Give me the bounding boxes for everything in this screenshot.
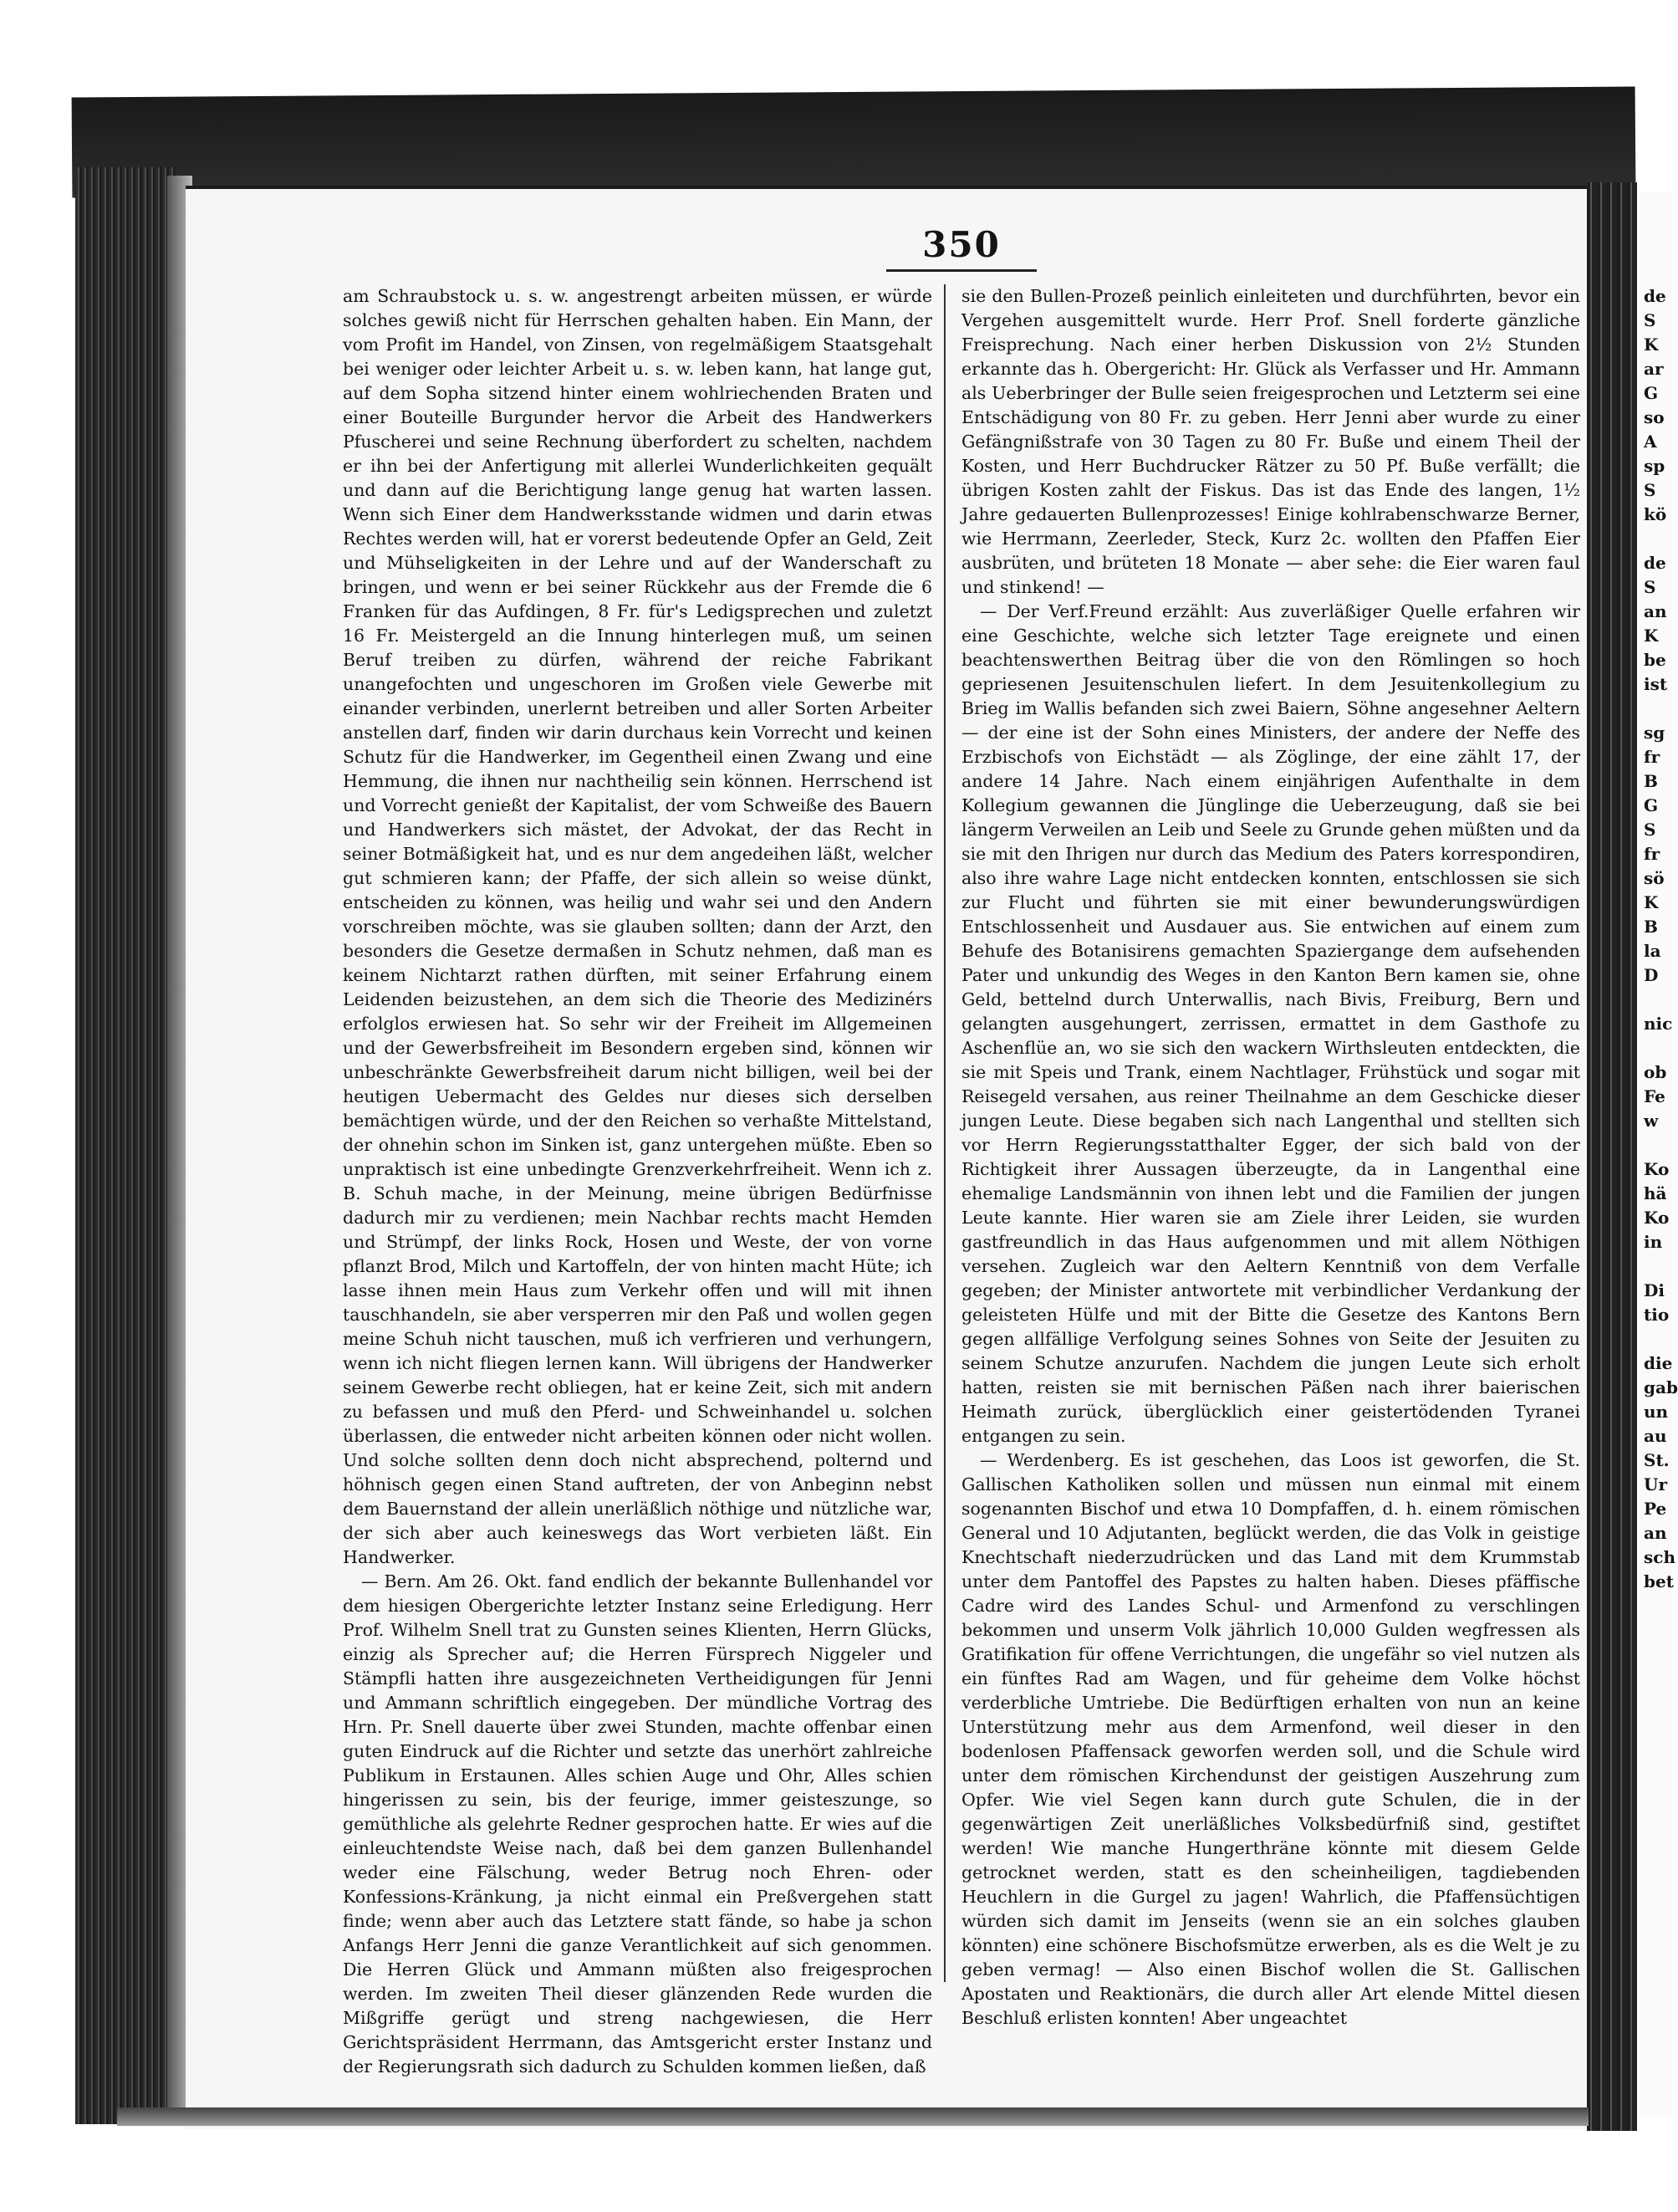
article-bern-continued: sie den Bullen-Prozeß peinlich einleiteten und durchführten, bevor ein Vergehen ausgemittelt wurde. Herr Prof. Snell forderte gänzliche Freisprechung. Nach einer herben Diskussion von 2½ Stunden erkannte das h. Obergericht: Hr. Glück als Verfasser und Hr. Ammann als Ueberbringer der Bulle seien freigesprochen und Letzterm sei eine Entschädigung von 80 Fr. zu geben. Herr Jenni aber wurde zu einer Gefängnißstrafe von 30 Tagen zu 80 Fr. Buße und einem Theil der Kosten, und Herr Buchdrucker Rätzer zu 50 Pf. Buße verfällt; die übrigen Kosten zahlt der Fiskus. Das ist das Ende des langen, 1½ Jahre gedauerten Bullenprozesses! Einige kohlrabenschwarze Berner, wie Herrmann, Zeerleder, Steck, Kurz 2c. wollten den Pfaffen Eier ausbrüten, und brüteten 18 Monate — aber sehe: die Eier waren faul und stinkend! — (961, 286, 1580, 597)
article-jesuit-students: — Der Verf.Freund erzählt: Aus zuverläßiger Quelle erfahren wir eine Geschichte, welche sich letzter Tage ereignete und einen beachtenswerthen Beitrag über die von den Römlingen so hoch gepriesenen Jesuitenschulen liefert. In dem Jesuitenkollegium zu Brieg im Wallis befanden sich zwei Baiern, Söhne angesehner Aeltern — der eine ist der Sohn eines Ministers, der andere der Neffe des Erzbischofs von Eichstädt — als Zöglinge, der eine zählt 17, der andere 14 Jahre. Nach einem einjährigen Aufenthalte in dem Kollegium gewannen die Jünglinge die Ueberzeugung, daß sie bei längerm Verweilen an Leib und Seele zu Grunde gehen müßten und da sie mit den Ihrigen nur durch das Medium des Paters korrespondiren, also ihre wahre Lage nicht entdecken konnten, entschlossen sie sich zur Flucht und führten sie mit einer bewunderungswürdigen Entschlossenheit und Ausdauer aus. Sie entwichen auf einem zum Behufe des Botanisirens gemachten Spaziergange dem aufsehenden Pater und unkundig des Weges in den Kanton Bern kamen sie, ohne Geld, bettelnd durch Unterwallis, nach Bivis, Freiburg, Bern und gelangten ausgehungert, zerrissen, ermattet in dem Gasthofe zu Aschenflüe an, wo sie sich den wackern Wirthsleuten entdeckten, die sie mit Speis und Trank, einem Nachtlager, Frühstück und sogar mit Reisegeld versahen, aus reiner Theilnahme an dem Geschicke dieser jungen Leute. Diese begaben sich nach Langenthal und stellten sich vor Herrn Regierungsstatthalter Egger, der sich bald von der Richtigkeit ihrer Aussagen überzeugte, da in Langenthal eine ehemalige Landsmännin von ihnen lebt und die Familien der jungen Leute kannte. Hier waren sie am Ziele ihrer Leiden, sie wurden gastfreundlich in das Haus aufgenommen und mit allem Nöthigen versehen. Zugleich war den Aeltern Kenntniß von dem Verfalle gegeben; der Minister antwortete mit verbindlicher Verdankung der geleisteten Hülfe und mit der Bitte die Gesetze des Kantons Bern gegen allfällige Verfolgung seines Sohnes von Seite der Jesuiten zu seinem Schutze anzurufen. Nachdem die jungen Leute sich erholt hatten, reisten sie mit bernischen Päßen nach ihrer baierischen Heimath zurück, überglücklich einer geistertödenden Tyranei entgangen zu sein. (961, 601, 1580, 1446)
next-page-fragment (1644, 1327, 1672, 1351)
page-number: 350 (922, 224, 1001, 265)
next-page-fragment: in (1644, 1232, 1663, 1252)
next-page-fragment: tio (1644, 1305, 1670, 1325)
next-page-fragment: sp (1644, 456, 1665, 476)
next-page-fragment: hä (1644, 1183, 1667, 1203)
next-page-fragment: Ko (1644, 1208, 1670, 1228)
article-bern: — Bern. Am 26. Okt. fand endlich der bekannte Bullenhandel vor dem hiesigen Obergerichte letzter Instanz seine Erledigung. Herr Prof. Wilhelm Snell trat zu Gunsten seines Klienten, Herrn Glücks, einzig als Sprecher auf; die Herren Fürsprech Niggeler und Stämpfli hatten ihre ausgezeichneten Vertheidigungen für Jenni und Ammann schriftlich eingegeben. Der mündliche Vortrag des Hrn. Pr. Snell dauerte über zwei Stunden, machte offenbar einen guten Eindruck auf die Richter und setzte das unerhört zahlreiche Publikum in Erstaunen. Alles schien Auge und Ohr, Alles schien hingerissen zu sein, bis der feurige, immer geisteszunge, so gemüthliche als gelehrte Redner gesprochen hatte. Er wies auf die einleuchtendste Weise nach, daß bei dem ganzen Bullenhandel weder eine Fälschung, weder Betrug noch Ehren- oder Konfessions-Kränkung, ja nicht einmal ein Preßvergehen statt finde; wenn aber auch das Letztere statt fände, so habe ja schon Anfangs Herr Jenni die ganze Verantlichkeit auf sich genommen. Die Herren Glück und Ammann müßten also freigesprochen werden. Im zweiten Theil dieser glänzenden Rede wurden die Mißgriffe gerügt und streng nachgewiesen, die Herr Gerichtspräsident Herrmann, das Amtsgericht erster Instanz und der Regierungsrath sich dadurch zu Schulden kommen ließen, daß (343, 1571, 932, 2077)
next-page-fragment: de (1644, 286, 1666, 306)
article-handwerker: am Schraubstock u. s. w. angestrengt arbeiten müssen, er würde solches gewiß nicht für Herrschen gehalten haben. Ein Mann, der vom Profit im Handel, von Zinsen, von regelmäßigem Staatsgehalt bei weniger oder leichter Arbeit u. s. w. leben kann, hat lange gut, auf dem Sopha sitzend hinter einem wohlriechenden Braten und einer Bouteille Burgunder hervor die Arbeit des Handwerkers Pfuscherei und seine Rechnung überfordert zu schelten, nachdem er ihn bei der Anfertigung mit allerlei Wunderlichkeiten gequält und dann auf die Berichtigung lange genug hat warten lassen. Wenn sich Einer dem Handwerksstande widmen und darin etwas Rechtes werden will, hat er vorerst bedeutende Opfer an Geld, Zeit und Mühseligkeiten in der Lehre und auf der Wanderschaft zu bringen, und wenn er bei seiner Rückkehr aus der Fremde die 6 Franken für das Aufdingen, 8 Fr. für's Ledigsprechen und zuletzt 16 Fr. Meistergeld an die Innung hinterlegen muß, um seinen Beruf treiben zu dürfen, während der reiche Fabrikant unangefochten und ungeschoren im Großen viele Gewerbe mit einander verbinden, unerlernt betreiben und aller Sorten Arbeiter anstellen darf, finden wir darin durchaus kein Vorrecht und keinen Schutz für die Handwerker, im Gegentheil einen Zwang und eine Hemmung, die ihnen nur nachtheilig sein können. Herrschend ist und Vorrecht genießt der Kapitalist, der vom Schweiße des Bauern und Handwerkers sich mästet, der Advokat, der das Recht in seiner Botmäßigkeit hat, und es nur dem angedeihen läßt, welcher gut schmieren kann; der Pfaffe, der sich allein so weise dünkt, entscheiden zu können, was heilig und wahr sei und den Andern vorschreiben möchte, was sie glauben sollten; dann der Arzt, den besonders die Gesetze dermaßen in Schutz nehmen, daß man es keinem Nichtarzt rathen dürften, mit seiner Erfahrung einem Leidenden beizustehen, an dem sich die Theorie des Medizinérs erfolglos erwiesen hat. So sehr wir der Freiheit im Allgemeinen und der Gewerbsfreiheit im Besondern ergeben sind, können wir unbeschränkte Gewerbsfreiheit darum nicht billigen, weil bei der heutigen Uebermacht des Geldes nur dieses sich derselben bemächtigen würde, und der den Reichen so verhaßte Mittelstand, der ohnehin schon im Sinken ist, ganz untergehen müßte. Eben so unpraktisch ist eine unbedingte Grenzverkehrfreiheit. Wenn ich z. B. Schuh mache, in der Meinung, meine übrigen Bedürfnisse dadurch mir zu verdienen; mein Nachbar rechts macht Hemden und Strümpf, der links Rock, Hosen und Weste, der von vorne pflanzt Brod, Milch und Kartoffeln, der von hinten macht Hüte; ich lasse ihnen mein Haus zum Verkehr offen und will mit ihnen tauschhandeln, sie aber versperren mir den Paß und wollen gegen meine Schuh nicht tauschen, muß ich verfrieren und verhungern, wenn ich nicht fliegen lernen kann. Will übrigens der Handwerker seinem Gewerbe recht obliegen, hat er keine Zeit, sich mit andern zu befassen und muß den Pferd- und Schweinhandel u. solchen überlassen, die entweder nicht arbeiten können oder nicht wollen. Und solche sollten denn doch nicht absprechend, polternd und höhnisch gegen einen Stand auftreten, der von Anbeginn nebst dem Bauernstand der allein unerläßlich nöthige und nützliche war, der sich aber auch keineswegs das Wort verbieten läßt. Ein Handwerker. (343, 286, 932, 1567)
next-page-fragment: A (1644, 432, 1657, 452)
next-page-fragment (1644, 988, 1672, 1012)
next-page-fragment: gab (1644, 1377, 1678, 1397)
next-page-fragment: S (1644, 577, 1656, 597)
next-page-fragment: Ko (1644, 1159, 1670, 1179)
next-page-fragment: K (1644, 626, 1659, 646)
next-page-fragment: an (1644, 601, 1667, 621)
scan-bottom-edge (117, 2107, 1589, 2126)
next-page-fragment: au (1644, 1426, 1667, 1446)
page-number-rule (886, 269, 1037, 272)
next-page-fragment: an (1644, 1523, 1667, 1543)
page-fold-shadow (1587, 182, 1637, 2131)
next-page-fragment (1644, 527, 1672, 551)
next-page-fragment: St. (1644, 1450, 1670, 1470)
next-page-fragment: un (1644, 1402, 1669, 1422)
next-page-fragment (1644, 1036, 1672, 1060)
right-text-column (961, 284, 1580, 2028)
scan-top-edge (72, 86, 1636, 197)
next-page-fragment: B (1644, 771, 1658, 791)
next-page-fragment: D (1644, 965, 1659, 985)
next-page-fragment: K (1644, 892, 1659, 912)
next-page-fragment: ob (1644, 1062, 1667, 1082)
next-page-fragment: S (1644, 820, 1656, 840)
next-page-fragment: die (1644, 1353, 1673, 1373)
next-page-fragment: so (1644, 407, 1665, 427)
next-page-fragment: Pe (1644, 1499, 1667, 1519)
next-page-fragment: ist (1644, 674, 1668, 694)
next-page-fragment: K (1644, 335, 1659, 355)
next-page-fragment (1644, 697, 1672, 721)
left-text-column (343, 284, 932, 2077)
next-page-fragment: G (1644, 795, 1659, 815)
next-page-fragment: bet (1644, 1571, 1674, 1591)
book-spine-edge (75, 167, 176, 2124)
next-page-fragment: fr (1644, 844, 1660, 864)
next-page-fragment: S (1644, 310, 1656, 330)
next-page-fragment: de (1644, 553, 1666, 573)
next-page-fragment (1644, 1133, 1672, 1157)
next-page-fragment (1644, 1254, 1672, 1279)
column-divider (944, 284, 946, 1982)
next-page-fragment: G (1644, 383, 1659, 403)
next-page-fragment: fr (1644, 747, 1660, 767)
next-page-fragment: ar (1644, 359, 1664, 379)
next-page-fragment: nic (1644, 1014, 1673, 1034)
next-page-fragment: Di (1644, 1280, 1665, 1300)
article-werdenberg: — Werdenberg. Es ist geschehen, das Loos ist geworfen, die St. Gallischen Katholiken sollen und müssen nun einmal mit einem sogenannten Bischof und etwa 10 Dompfaffen, d. h. einem römischen General und 10 Adjutanten, beglückt werden, die das Volk in geistige Knechtschaft niederzudrücken und das Land mit dem Krummstab unter dem Pantoffel des Papstes zu halten haben. Dieses pfäffische Cadre wird des Landes Schul- und Armenfond zu verschlingen bekommen und unserm Volk jährlich 10,000 Gulden wegfressen als Gratifikation für offene Verrichtungen, die ungefähr so viel nutzen als ein fünftes Rad am Wagen, und für geheime dem Volke höchst verderbliche Umtriebe. Die Bedürftigen erhalten von nun an keine Unterstützung mehr aus dem Armenfond, weil dieser in den bodenlosen Pfaffensack geworfen werden soll, und die Schule wird unter dem römischen Kirchendunst der geistigen Auszehrung zum Opfer. Wie viel Segen kann durch gute Schulen, die in der gegenwärtigen Zeit unerläßliches Volksbedürfniß sind, gestiftet werden! Wie manche Hungerthräne könnte mit diesem Gelde getrocknet werden, statt es den scheinheiligen, tagdiebenden Heuchlern in die Gurgel zu jagen! Wahrlich, die Pfaffensüchtigen würden sich damit im Jenseits (wenn sie an ein solches glauben könnten) eine schönere Bischofsmütze erwerben, als es die Welt je zu geben vermag! — Also einen Bischof wollen die St. Gallischen Apostaten und Reaktionärs, die durch aller Art elende Mittel diesen Beschluß erlisten konnten! Aber ungeachtet (961, 1450, 1580, 2028)
next-page-fragment: S (1644, 480, 1656, 500)
next-page-fragment: kö (1644, 504, 1667, 524)
next-page-fragment: be (1644, 650, 1666, 670)
next-page-fragment: sö (1644, 868, 1665, 888)
next-page-fragment: w (1644, 1111, 1659, 1131)
next-page-fragment: sch (1644, 1547, 1675, 1567)
next-page-fragment: Fe (1644, 1086, 1665, 1106)
next-page-fragment: Ur (1644, 1474, 1667, 1494)
next-page-fragment: sg (1644, 723, 1665, 743)
next-page-fragment: B (1644, 917, 1658, 937)
next-page-fragment: la (1644, 941, 1661, 961)
next-page-text-fragments (1644, 284, 1678, 1982)
